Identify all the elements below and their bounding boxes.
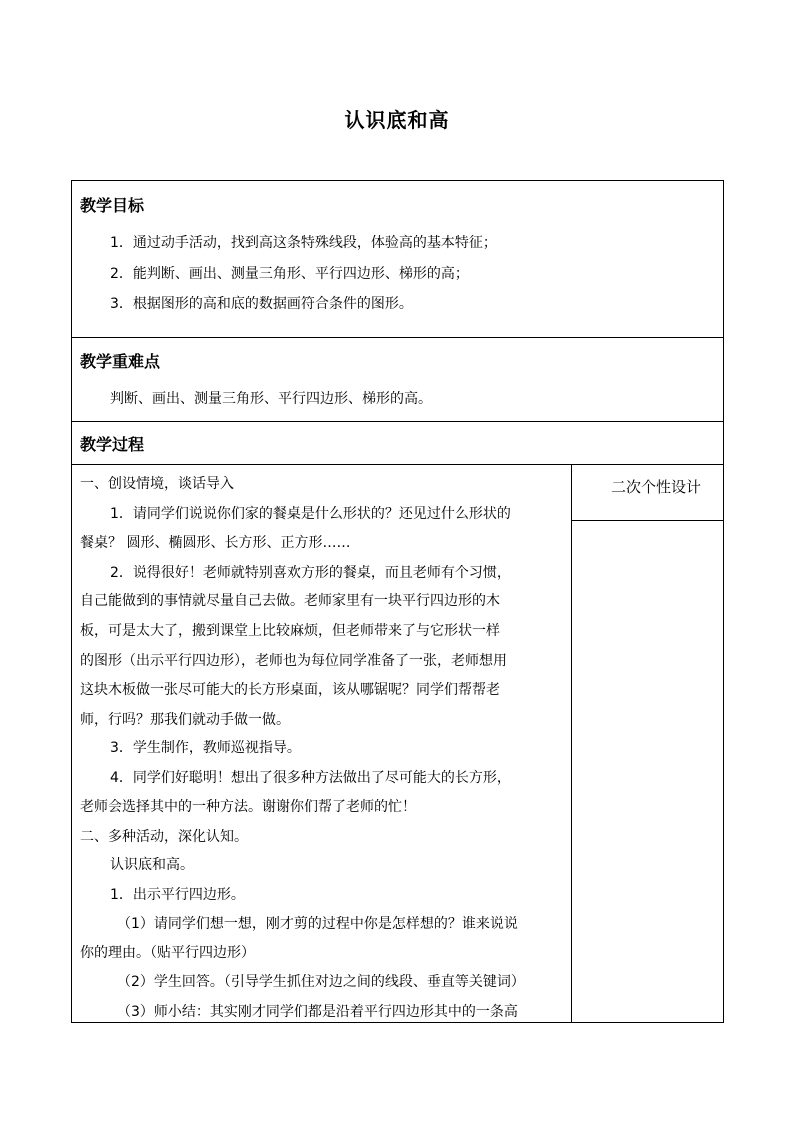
side-cell-divider — [571, 520, 724, 521]
process-line: 二、多种活动，深化认知。 — [80, 829, 248, 845]
process-line: 自己能做到的事情就尽量自己去做。老师家里有一块平行四边形的木 — [80, 593, 500, 609]
process-line: 认识底和高。 — [110, 857, 194, 873]
page-title: 认识底和高 — [344, 108, 450, 132]
process-line: 1．请同学们说说你们家的餐桌是什么形状的？还见过什么形状的 — [110, 506, 511, 522]
process-line: （1）请同学们想一想，刚才剪的过程中你是怎样想的？谁来说说 — [117, 916, 518, 932]
process-heading: 教学过程 — [80, 435, 145, 454]
side-design-label: 二次个性设计 — [611, 478, 702, 496]
row-divider — [71, 464, 724, 465]
goal-item: 3．根据图形的高和底的数据画符合条件的图形。 — [110, 296, 413, 312]
key-points-heading: 教学重难点 — [80, 352, 161, 371]
process-line: （2）学生回答。（引导学生抓住对边之间的线段、垂直等关键词） — [117, 974, 525, 990]
process-line: 的图形（出示平行四边形），老师也为每位同学准备了一张，老师想用 — [80, 653, 507, 669]
process-line: 师，行吗？那我们就动手做一做。 — [80, 712, 290, 728]
process-line: 1．出示平行四边形。 — [110, 887, 245, 903]
process-line: 板，可是太大了，搬到课堂上比较麻烦，但老师带来了与它形状一样 — [80, 623, 500, 639]
row-divider — [71, 421, 724, 422]
process-line: 你的理由。（贴平行四边形） — [80, 945, 255, 961]
row-divider — [71, 337, 724, 338]
process-line: 老师会选择其中的一种方法。谢谢你们帮了老师的忙！ — [80, 799, 416, 815]
column-divider — [571, 464, 572, 1023]
goal-item: 2．能判断、画出、测量三角形、平行四边形、梯形的高； — [110, 266, 469, 282]
process-line: 3．学生制作，教师巡视指导。 — [110, 740, 301, 756]
process-line: 一、创设情境，谈话导入 — [80, 476, 234, 492]
process-line: 这块木板做一张尽可能大的长方形桌面，该从哪锯呢？同学们帮帮老 — [80, 682, 500, 698]
process-line: 4．同学们好聪明！想出了很多种方法做出了尽可能大的长方形， — [110, 770, 511, 786]
goals-heading: 教学目标 — [80, 196, 145, 215]
process-line: 2．说得很好！老师就特别喜欢方形的餐桌，而且老师有个习惯， — [110, 565, 511, 581]
key-points-text: 判断、画出、测量三角形、平行四边形、梯形的高。 — [110, 391, 432, 407]
goal-item: 1．通过动手活动，找到高这条特殊线段，体验高的基本特征； — [110, 235, 497, 251]
process-line: 餐桌？ 圆形、椭圆形、长方形、正方形…… — [80, 535, 351, 551]
process-line: （3）师小结：其实刚才同学们都是沿着平行四边形其中的一条高 — [117, 1004, 518, 1020]
